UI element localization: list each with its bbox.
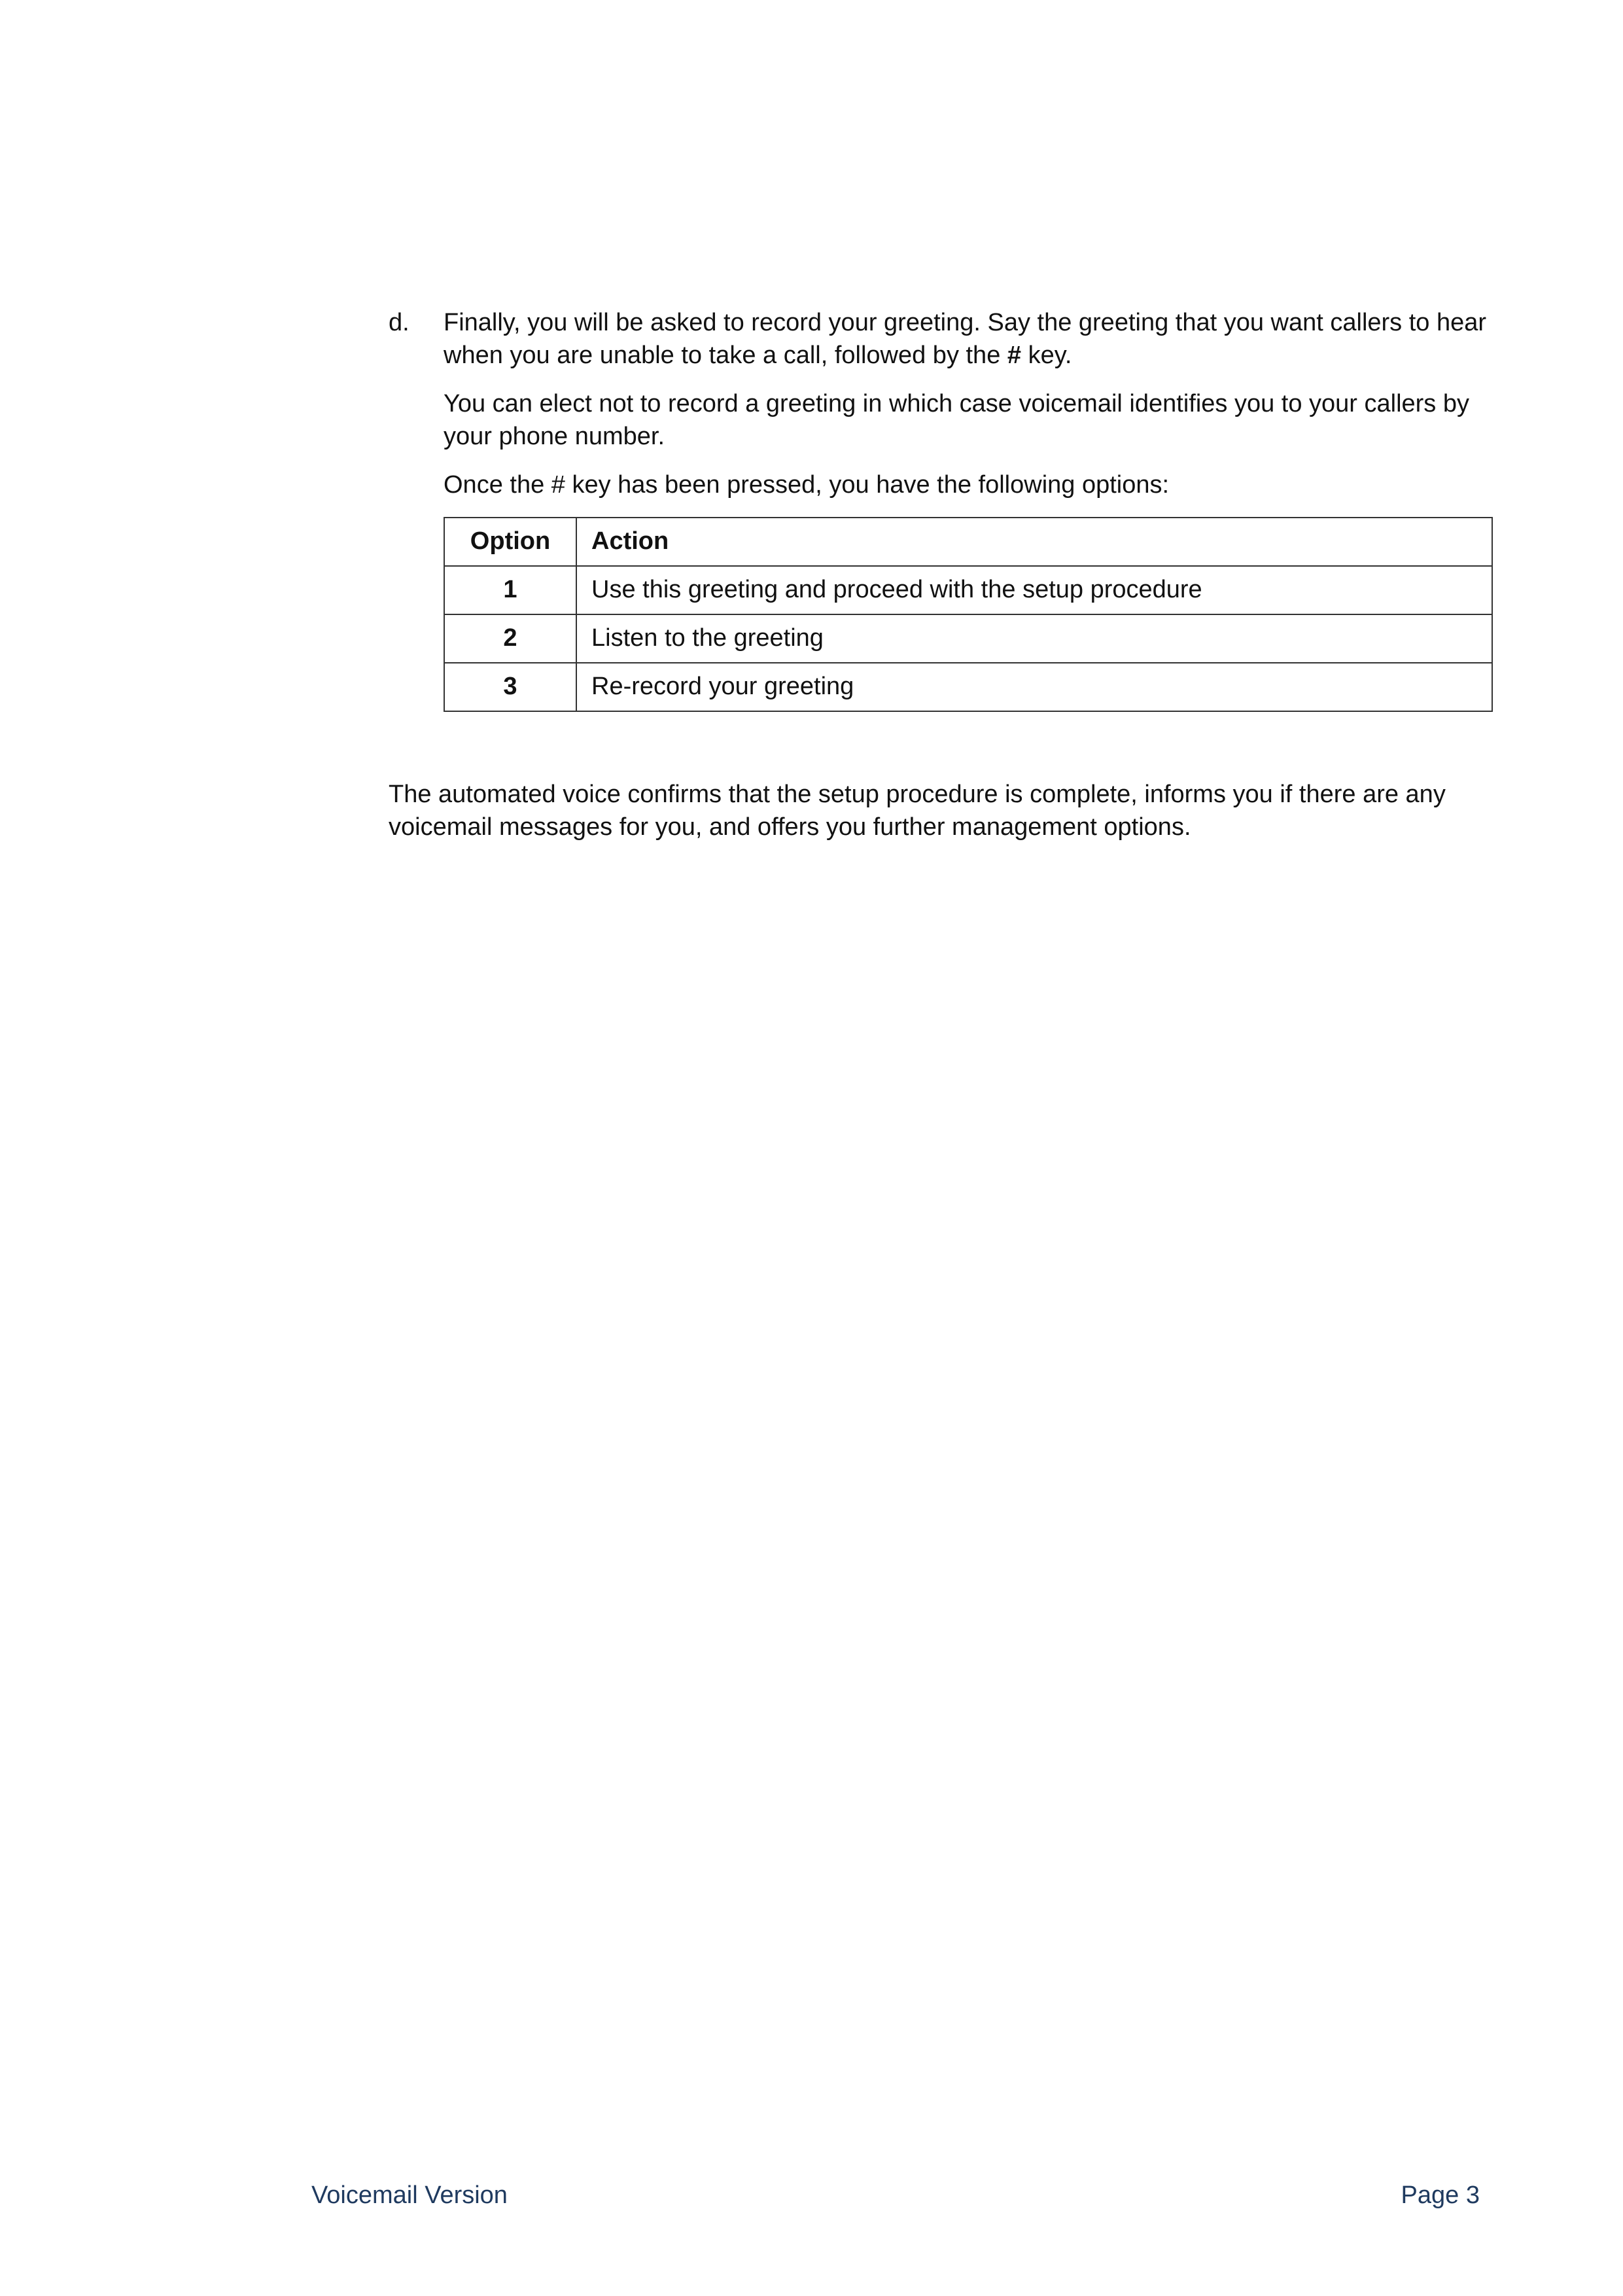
option-action: Re-record your greeting (576, 663, 1492, 711)
header-action: Action (576, 518, 1492, 566)
closing-paragraph: The automated voice confirms that the setup procedure is complete, informs you if there are any voicemail messages for you, and offers you further management options. (389, 781, 1446, 841)
greeting-instruction-text: Finally, you will be asked to record your greeting. Say the greeting that you want callers to hear when you are unable to take a call, followed by the (444, 309, 1487, 369)
options-table (444, 517, 1493, 712)
table-header-row (444, 518, 1492, 566)
table-row (444, 663, 1492, 711)
option-number: 3 (444, 663, 576, 711)
header-option: Option (444, 518, 576, 566)
hash-key: # (1007, 342, 1022, 369)
step-marker: d. (389, 309, 410, 336)
no-greeting-note: You can elect not to record a greeting in which case voicemail identifies you to your callers by your phone number. (444, 390, 1470, 450)
option-number: 2 (444, 614, 576, 663)
page-number: Page 3 (1401, 2181, 1480, 2209)
option-action: Use this greeting and proceed with the setup procedure (576, 566, 1492, 614)
option-number: 1 (444, 566, 576, 614)
step-body (444, 306, 1490, 712)
table-row (444, 566, 1492, 614)
footer-title: Voicemail Version (311, 2181, 508, 2209)
greeting-instruction-end: key. (1021, 342, 1072, 369)
greeting-instruction (444, 306, 1490, 372)
options-intro: Once the # key has been pressed, you have the following options: (444, 471, 1170, 499)
table-row (444, 614, 1492, 663)
option-action: Listen to the greeting (576, 614, 1492, 663)
